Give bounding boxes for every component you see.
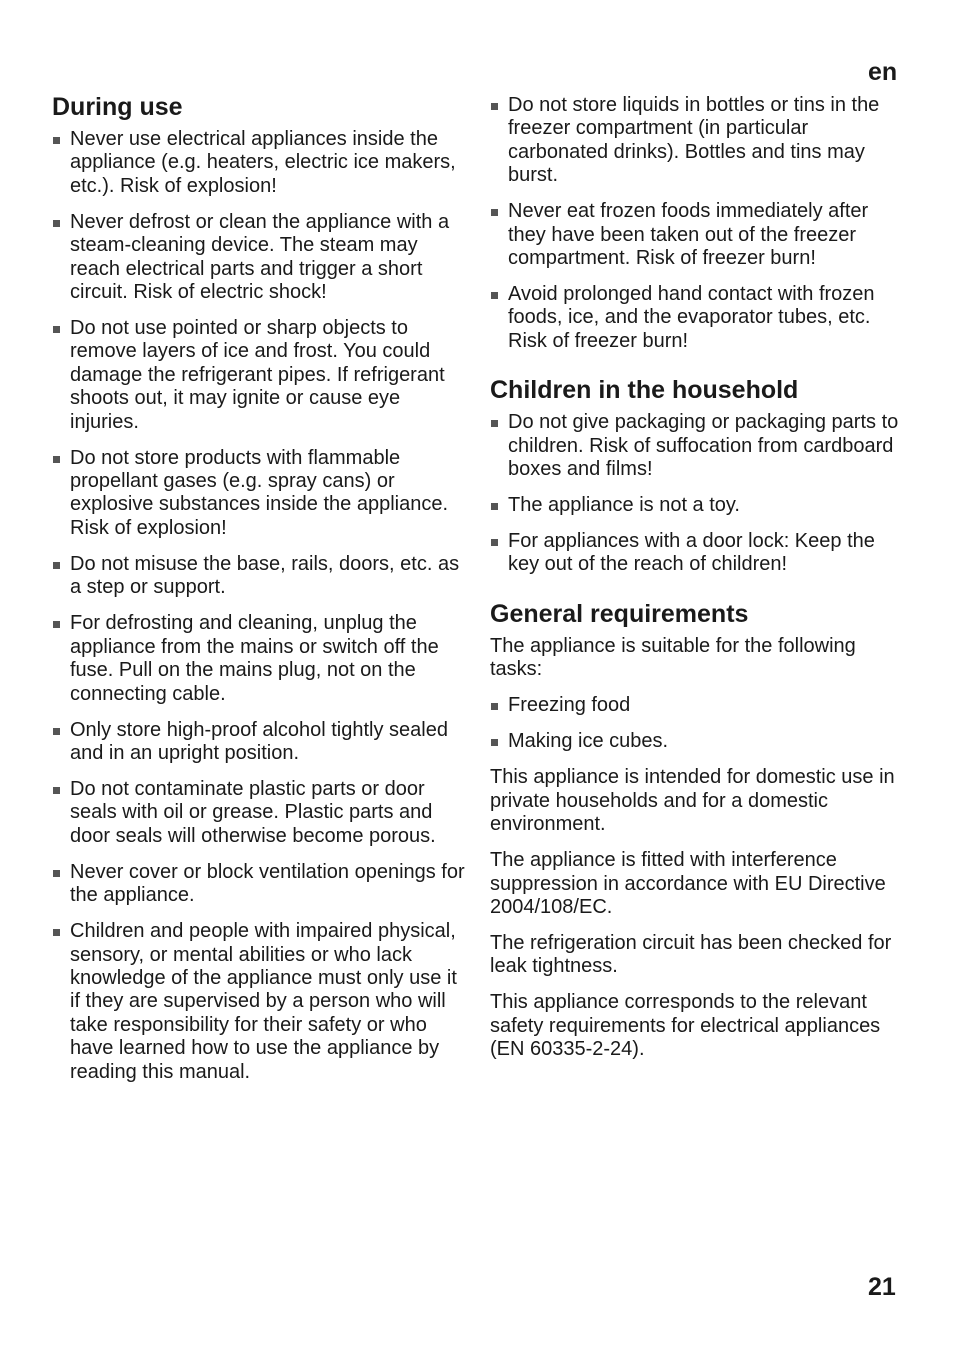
right-column [490,94,904,1074]
square-bullet-icon [53,456,60,463]
square-bullet-icon [53,621,60,628]
square-bullet-icon [491,703,498,710]
square-bullet-icon [491,209,498,216]
square-bullet-icon [491,539,498,546]
list-item [490,94,904,188]
list-item-text: Never defrost or clean the appliance with a steam-cleaning device. The steam may reach electrical parts and trigger a short circuit. Risk of electric shock! [70,210,450,304]
list-item-text: The appliance is not a toy. [508,494,740,517]
square-bullet-icon [53,137,60,144]
list-item [52,920,468,1084]
square-bullet-icon [53,870,60,877]
list-item-text: Never eat frozen foods immediately after they have been taken out of the freezer compartment. Risk of freezer burn! [508,200,869,270]
list-item-text: Do not store products with flammable propellant gases (e.g. spray cans) or explosive substances inside the appliance. Risk of explosion! [70,446,449,539]
list-item-text: Do not contaminate plastic parts or door seals with oil or grease. Plastic parts and door seals will otherwise become porous. [70,777,436,847]
paragraph: The refrigeration circuit has been checked for leak tightness. [490,931,892,978]
list-item [52,719,468,766]
square-bullet-icon [53,562,60,569]
list-item-text: Never use electrical appliances inside the appliance (e.g. heaters, electric ice makers, etc.). Risk of explosion! [70,128,456,197]
paragraph: This appliance is intended for domestic use in private households and for a domestic environment. [490,766,895,836]
list-item-text: Do not misuse the base, rails, doors, etc. as a step or support. [70,552,460,599]
list-item-text: Do not use pointed or sharp objects to remove layers of ice and frost. You could damage the refrigerant pipes. If refrigerant shoots out, it may ignite or cause eye injuries. [70,317,445,433]
list-item-text: Freezing food [508,694,631,717]
language-code: en [868,58,898,86]
paragraph: This appliance corresponds to the relevant safety requirements for electrical appliances (EN 60335-2-24). [490,991,881,1061]
list-item-text: Never cover or block ventilation openings for the appliance. [70,860,465,907]
list-item [52,128,468,198]
square-bullet-icon [491,103,498,110]
square-bullet-icon [53,220,60,227]
square-bullet-icon [491,420,498,427]
page-number: 21 [868,1273,896,1301]
during-use-list [52,128,468,1084]
children-list [490,411,904,577]
general-intro: The appliance is suitable for the following tasks: [490,634,856,681]
list-item [52,317,468,434]
left-column [52,92,468,1097]
list-item-text: Avoid prolonged hand contact with frozen foods, ice, and the evaporator tubes, etc. Risk of freezer burn! [508,283,875,352]
list-item [490,730,904,753]
section-title-general-requirements: General requirements [490,599,749,628]
list-item [52,861,468,908]
list-item-text: For appliances with a door lock: Keep the key out of the reach of children! [508,530,875,576]
square-bullet-icon [491,503,498,510]
paragraph: The appliance is fitted with interference suppression in accordance with EU Directive 2004/108/EC. [490,849,886,918]
list-item-text: Making ice cubes. [508,730,669,753]
section-title-during-use: During use [52,93,183,121]
list-item [490,200,904,270]
list-item [490,411,904,481]
list-item [52,447,468,541]
list-item [52,211,468,305]
list-item-text: Do not give packaging or packaging parts to children. Risk of suffocation from cardboard boxes and films! [508,411,899,481]
section-title-children: Children in the household [490,376,799,405]
square-bullet-icon [491,739,498,746]
list-item [490,530,904,577]
square-bullet-icon [53,326,60,333]
list-item [490,694,904,717]
square-bullet-icon [53,929,60,936]
square-bullet-icon [53,728,60,735]
list-item [490,494,904,517]
list-item [52,612,468,706]
general-list [490,694,904,753]
list-item-text: For defrosting and cleaning, unplug the appliance from the mains or switch off the fuse. Pull on the mains plug, not on the connecting cable. [70,612,439,705]
list-item [52,553,468,600]
list-item-text: Do not store liquids in bottles or tins in the freezer compartment (in particular carbonated drinks). Bottles and tins may burst. [508,94,880,187]
list-item-text: Children and people with impaired physical, sensory, or mental abilities or who lack knowledge of the appliance must only use it if they are supervised by a person who will take responsibility for their safety or who have learned how to use the appliance by reading this manual. [70,920,457,1083]
list-item [490,283,904,353]
list-item-text: Only store high-proof alcohol tightly sealed and in an upright position. [70,718,448,764]
square-bullet-icon [491,292,498,299]
square-bullet-icon [53,787,60,794]
list-item [52,778,468,848]
during-use-list-continued [490,94,904,353]
